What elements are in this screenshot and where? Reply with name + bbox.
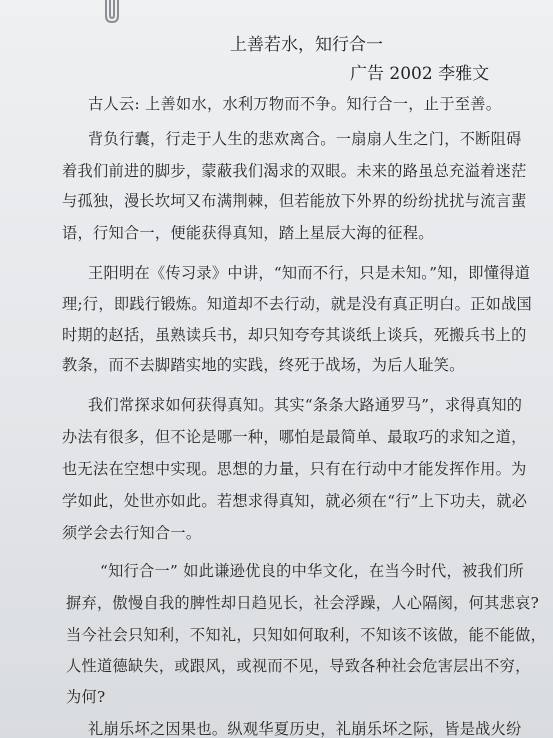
text-line: 教条，而不去脚踏实地的实践，终死于战场，为后人耻笑。	[62, 356, 465, 374]
text-line: 古人云: 上善如水，水利万物而不争。知行合一，止于至善。	[88, 95, 502, 113]
document-title: 上善若水，知行合一	[230, 35, 383, 55]
text-line: 理;行，即践行锻炼。知道却不去行动，就是没有真正明白。正如战国	[62, 295, 533, 313]
text-line: 时期的赵括，虽熟读兵书，却只知夸夸其谈纸上谈兵，死搬兵书上的	[62, 326, 527, 344]
text-line: 为何?	[66, 688, 106, 706]
text-line: 学如此，处世亦如此。若想求得真知，就必须在“行”上下功夫，就必	[62, 492, 528, 510]
text-line: 我们常探求如何获得真知。其实“条条大路通罗马”，求得真知的	[88, 396, 523, 414]
text-line: 背负行囊，行走于人生的悲欢离合。一扇扇人生之门，不断阻碍	[88, 130, 522, 148]
text-line: 当今社会只知利，不知礼，只知如何取利，不知该不该做，能不能做，	[66, 626, 547, 644]
text-line: 语，行知合一，便能获得真知，踏上星辰大海的征程。	[62, 224, 434, 242]
text-line: 须学会去行知合一。	[62, 524, 202, 542]
text-line: 人性道德缺失，或跟风，或视而不见，导致各种社会危害层出不穷，	[66, 657, 531, 675]
text-line: 也无法在空想中实现。思想的力量，只有在行动中才能发挥作用。为	[62, 460, 527, 478]
text-line: 礼崩乐坏之因果也。纵观华夏历史，礼崩乐坏之际，皆是战火纷	[88, 720, 522, 738]
text-line: 与孤独，漫长坎坷又布满荆棘，但若能放下外界的纷纷扰扰与流言蜚	[62, 192, 527, 210]
text-line: “知行合一” 如此谦逊优良的中华文化，在当今时代，被我们所	[100, 562, 524, 580]
text-line: 摒弃，傲慢自我的脾性却日趋见长，社会浮躁，人心隔阂，何其悲哀?	[66, 594, 540, 612]
author-byline: 广告 2002 李雅文	[350, 64, 490, 84]
text-line: 王阳明在《传习录》中讲，“知而不行，只是未知。”知，即懂得道	[88, 264, 531, 282]
paperclip-icon	[98, 0, 128, 24]
text-line: 办法有很多，但不论是哪一种，哪怕是最简单、最取巧的求知之道，	[62, 428, 527, 446]
text-line: 着我们前进的脚步，蒙蔽我们渴求的双眼。未来的路虽总充溢着迷茫	[62, 162, 527, 180]
